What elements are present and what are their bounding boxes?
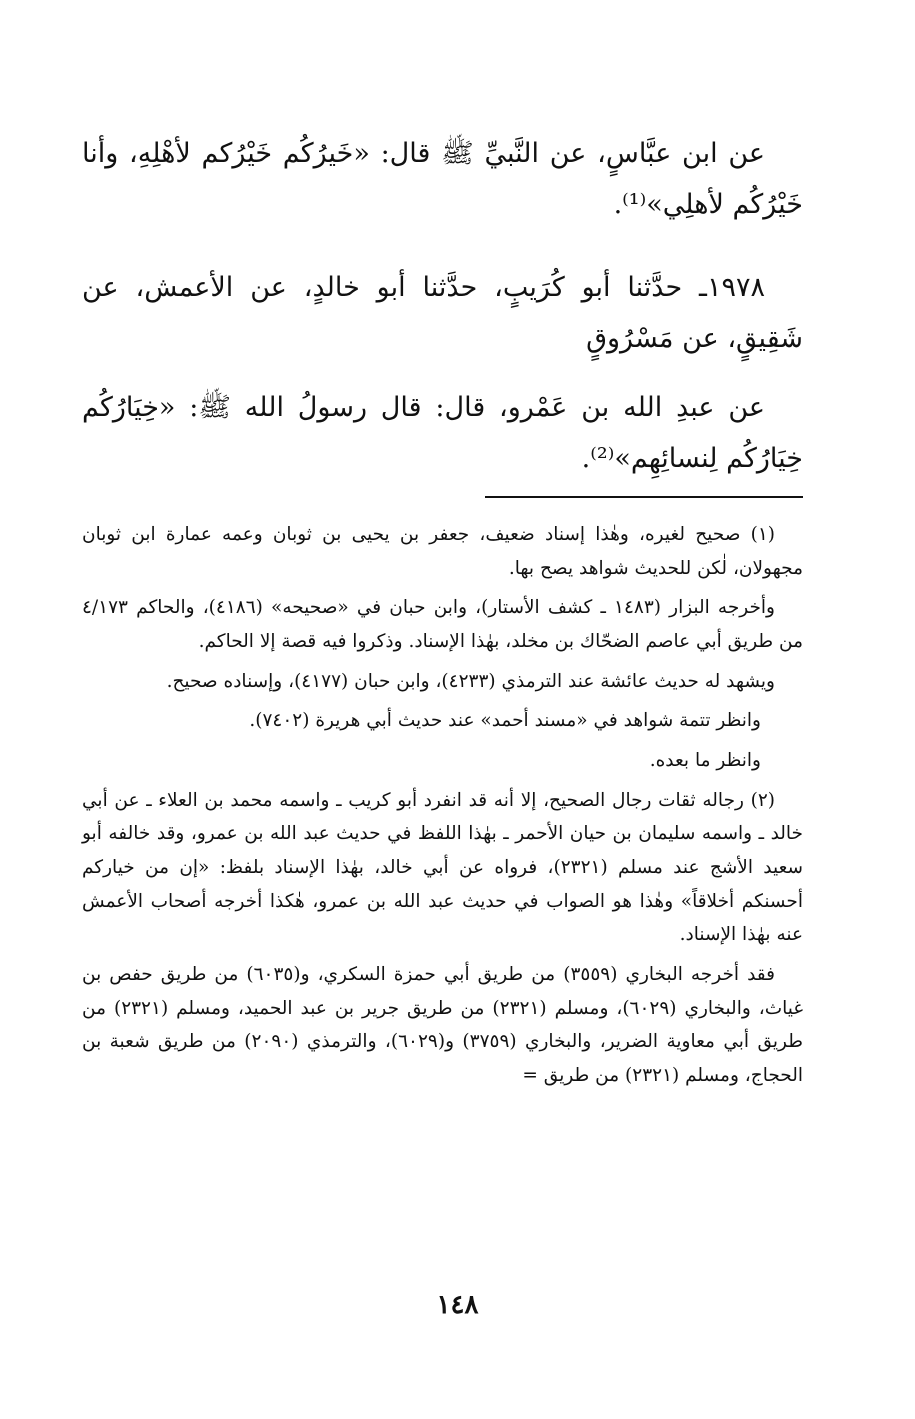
footnote-1-paragraph: ويشهد له حديث عائشة عند الترمذي (٤٢٣٣)، وابن حبان (٤١٧٧)، وإسناده صحيح. xyxy=(166,670,775,692)
hadith-text-1 xyxy=(82,128,803,231)
hadith-paragraph: عن ابن عبَّاسٍ، عن النَّبيِّ ﷺ قال: «خَيرُكُم خَيْرُكم لأهْلِهِ، وأنا خَيْرُكُم لأهلِي»⁽¹⁾. xyxy=(82,138,803,221)
footnote-1-paragraph: وانظر ما بعده. xyxy=(649,749,761,771)
footnote-2-paragraph: (٢) رجاله ثقات رجال الصحيح، إلا أنه قد انفرد أبو كريب ـ واسمه محمد بن العلاء ـ عن أبي خالد ـ واسمه سليمان بن حيان الأحمر ـ بهٰذا اللفظ في حديث عبد الله بن عمرو، وقد خالفه أبو سعيد الأشج عند مسلم (٢٣٢١)، فرواه عن أبي خالد، بهٰذا الإسناد بلفظ: «إن من خياركم أحسنكم أخلاقاً» وهٰذا هو الصواب في حديث عبد الله بن عمرو، هٰكذا أخرجه أصحاب الأعمش عنه بهٰذا الإسناد. xyxy=(82,789,803,946)
footnote-1-paragraph: وانظر تتمة شواهد في «مسند أحمد» عند حديث أبي هريرة (٧٤٠٢). xyxy=(249,710,761,732)
hadith-text-2 xyxy=(82,382,803,485)
footnote-2-paragraph: فقد أخرجه البخاري (٣٥٥٩) من طريق أبي حمزة السكري، و(٦٠٣٥) من طريق حفص بن غياث، والبخاري (٦٠٢٩)، ومسلم (٢٣٢١) من طريق جرير بن عبد الحميد، ومسلم (٢٣٢١) من طريق أبي معاوية الضرير، والبخاري (٣٧٥٩) و(٦٠٢٩)، والترمذي (٢٠٩٠) من طريق شعبة بن الحجاج، ومسلم (٢٣٢١) من طريق = xyxy=(82,963,804,1086)
footnotes-section xyxy=(82,518,803,1099)
footnote-1-paragraph: (١) صحيح لغيره، وهٰذا إسناد ضعيف، جعفر بن يحيى بن ثوبان وعمه عمارة ابن ثوبان مجهولان، لٰكن للحديث شواهد يصح بها. xyxy=(82,524,803,579)
hadith-paragraph: عن عبدِ الله بن عَمْرو، قال: قال رسولُ الله ﷺ: «خِيَارُكُم خِيَارُكُم لِنسائِهِم»⁽²⁾. xyxy=(82,392,803,475)
hadith-chain-1978 xyxy=(82,262,803,365)
footnote-divider xyxy=(485,496,803,498)
footnote-1-paragraph: وأخرجه البزار (١٤٨٣ ـ كشف الأستار)، وابن حبان في «صحيحه» (٤١٨٦)، والحاكم ٤/١٧٣ من طريق أبي عاصم الضحّاك بن مخلد، بهٰذا الإسناد. وذكروا فيه قصة إلا الحاكم. xyxy=(82,597,803,652)
page-number: ١٤٨ xyxy=(436,1290,479,1320)
isnad-paragraph: ١٩٧٨ـ حدَّثنا أبو كُرَيبٍ، حدَّثنا أبو خالدٍ، عن الأعمش، عن شَقِيقٍ، عن مَسْرُوقٍ xyxy=(82,272,803,355)
